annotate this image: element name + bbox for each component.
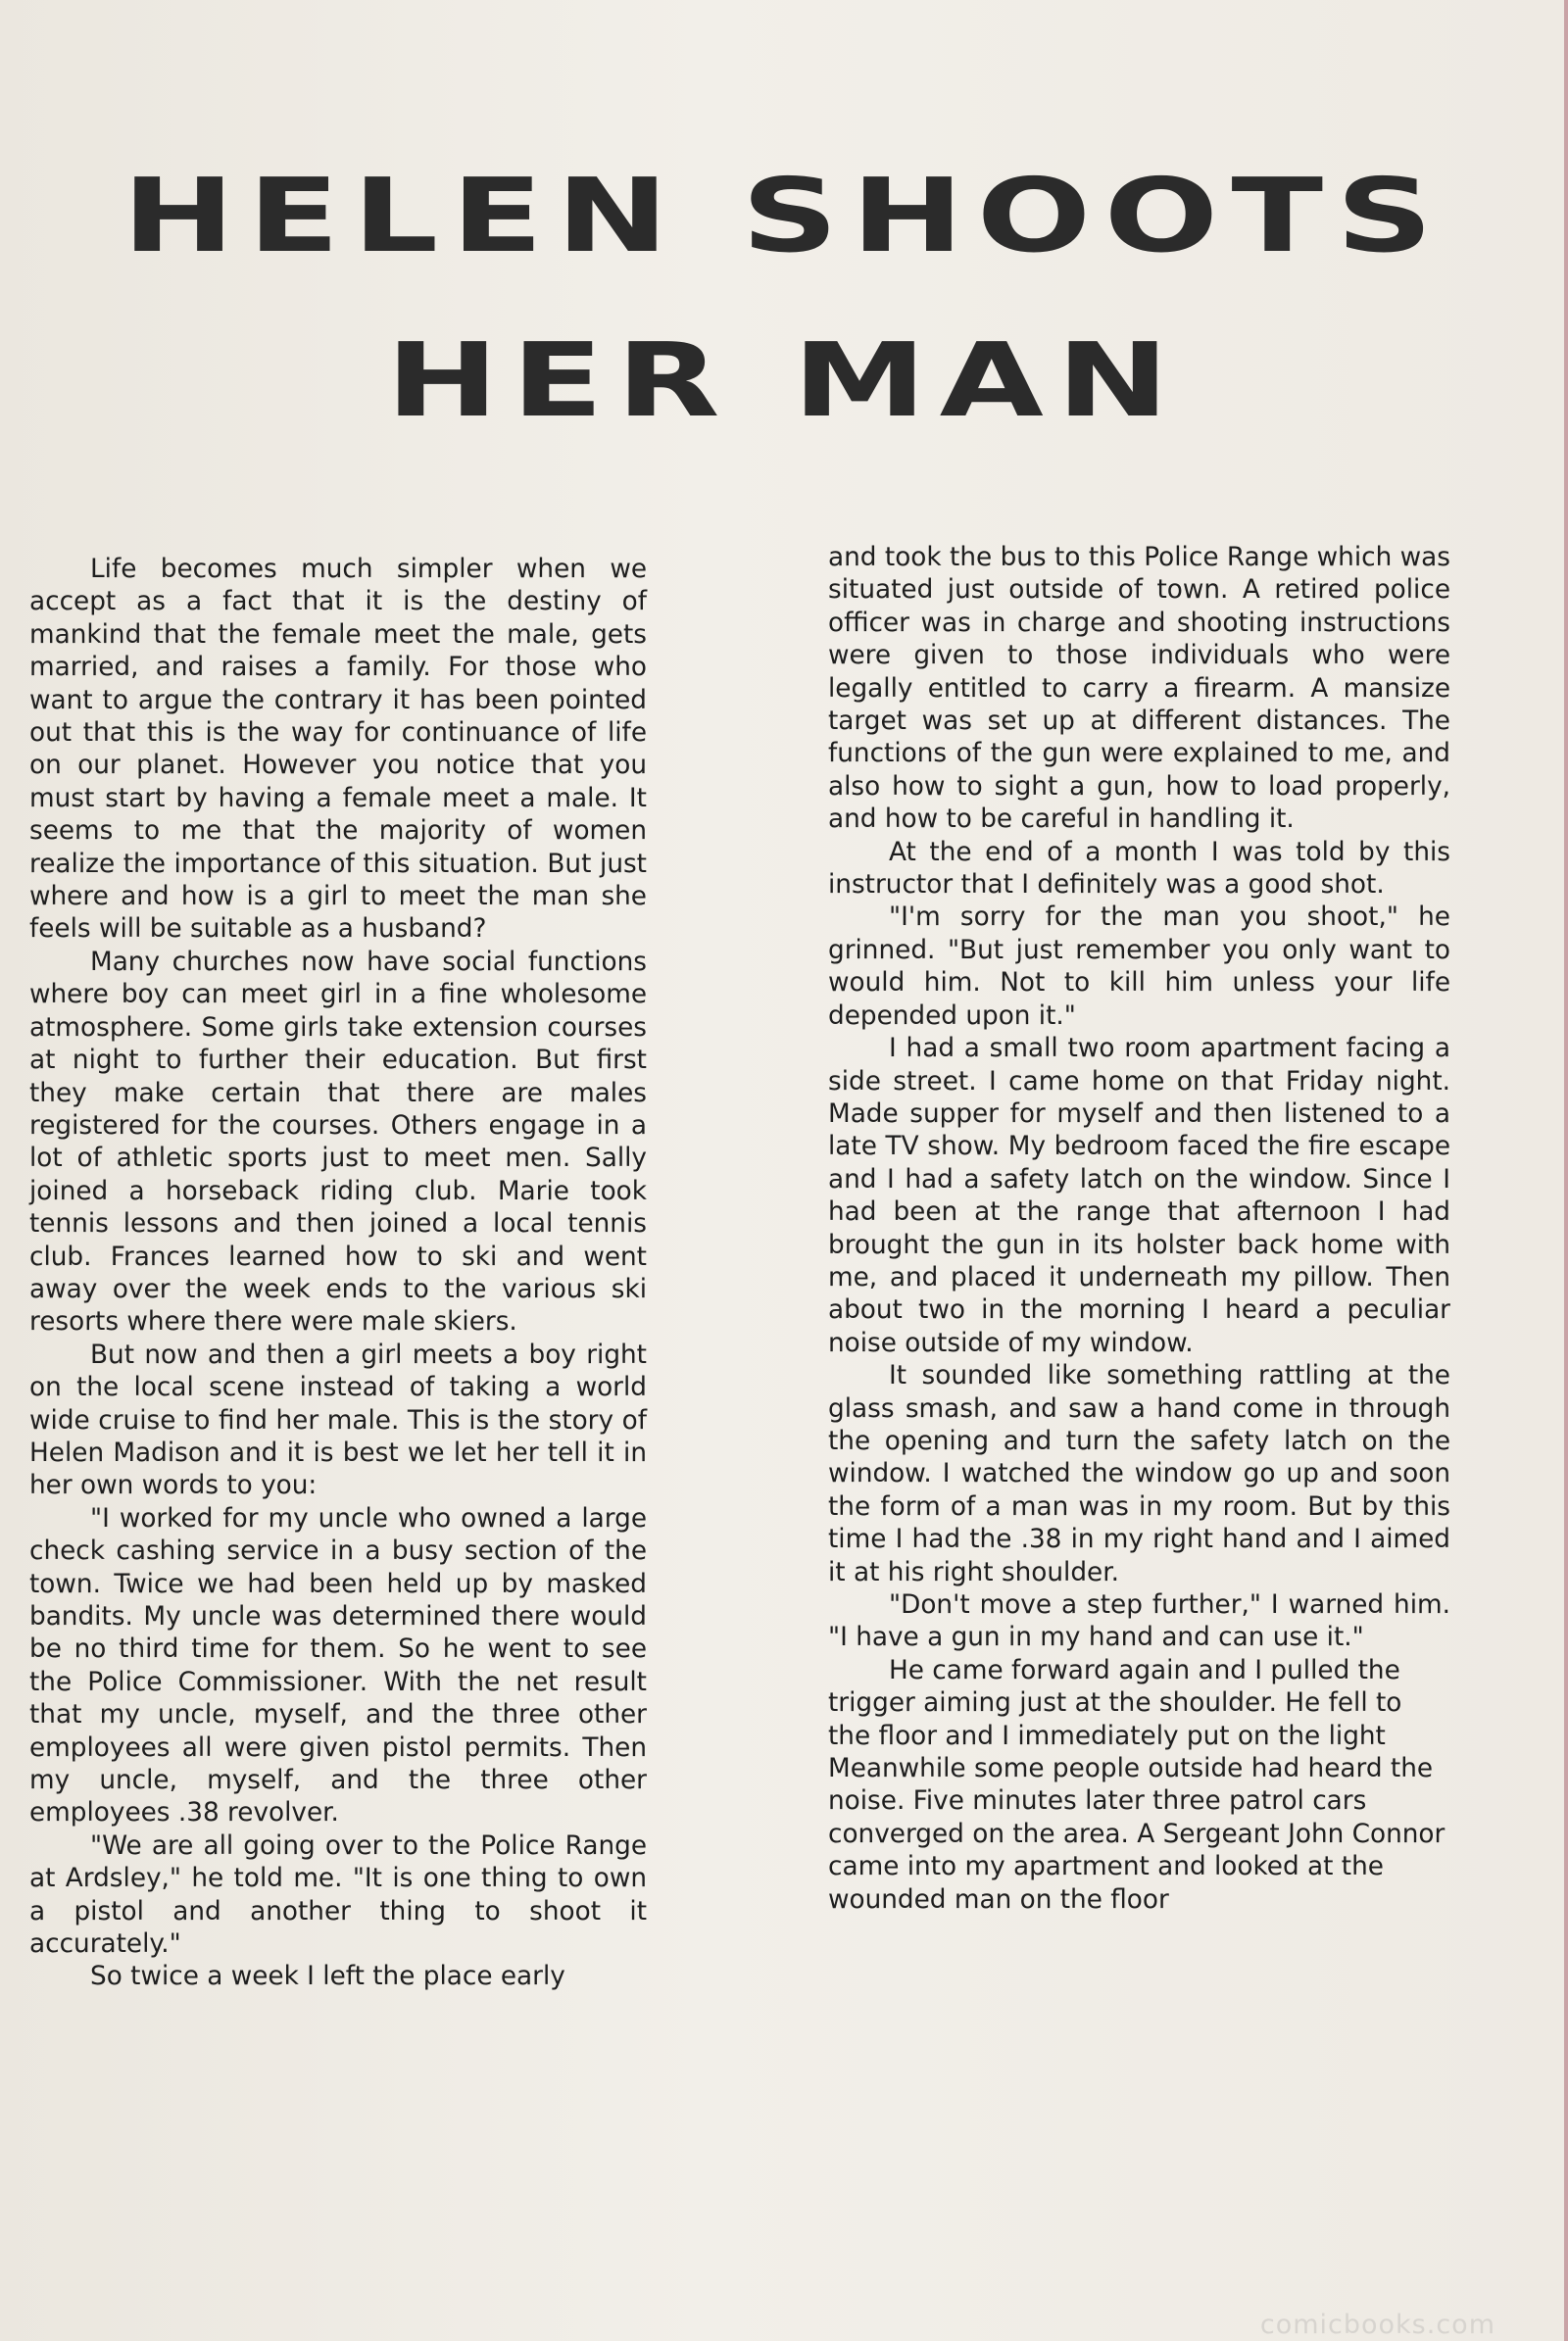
right-text-column [828,542,1450,1917]
paragraph: and took the bus to this Police Range which was situated just outside of town. A retired police officer was in charge and shooting instructions were given to those individuals who were legally entitled to carry a firearm. A mansize target was set up at different distances. The functions of the gun were explained to me, and also how to sight a gun, how to load properly, and how to be careful in handling it. [828,543,1450,835]
paragraph: "We are all going over to the Police Range at Ardsley," he told me. "It is one thing to own a pistol and another thing to shoot it accurately." [29,1830,647,1960]
paragraph: It sounded like something rattling at the glass smash, and saw a hand come in through the opening and turn the safety latch on the window. I watched the window go up and soon the form of a man was in my room. But by this time I had the .38 in my right hand and I aimed it at his right shoulder. [828,1361,1450,1587]
article-title-line-2: HER MAN [385,320,1183,440]
paragraph: Many churches now have social functions where boy can meet girl in a fine wholesome atmosphere. Some girls take extension courses at night to further their education. But first they make certain that there are males registered for the courses. Others engage in a lot of athletic sports just to meet men. Sally joined a horseback riding club. Marie took tennis lessons and then joined a local tennis club. Frances learned how to ski and went away over the week ends to the various ski resorts where there were male skiers. [29,947,647,1338]
paragraph: At the end of a month I was told by this instructor that I definitely was a good shot. [828,837,1450,901]
left-text-column [29,554,647,1994]
paragraph: Life becomes much simpler when we accept as a fact that it is the destiny of mankind that the female meet the male, gets married, and raises a family. For those who want to argue the contrary it has been pointed out that this is the way for continuance of life on our planet. However you notice that you must start by having a female meet a male. It seems to me that the majority of women realize the importance of this situation. But just where and how is a girl to meet the man she feels will be suitable as a husband? [29,555,647,945]
article-title-line-1: HELEN SHOOTS [122,156,1446,275]
paragraph: "Don't move a step further," I warned him. "I have a gun in my hand and can use it." [828,1590,1450,1653]
paragraph: I had a small two room apartment facing a side street. I came home on that Friday night. Made supper for myself and then listened to a late TV show. My bedroom faced the fire escape and I had a safety latch on the window. Since I had been at the range that afternoon I had brought the gun in its holster back home with me, and placed it underneath my pillow. Then about two in the morning I heard a peculiar noise outside of my window. [828,1034,1450,1358]
paragraph: "I'm sorry for the man you shoot," he grinned. "But just remember you only want to would him. Not to kill him unless your life depended upon it." [828,902,1450,1031]
paragraph: But now and then a girl meets a boy right on the local scene instead of taking a world wide cruise to find her male. This is the story of Helen Madison and it is best we let her tell it in her own words to you: [29,1340,647,1501]
paragraph: So twice a week I left the place early [90,1962,565,1992]
watermark-text: comicbooks.com [1259,2310,1495,2340]
paragraph: "I worked for my uncle who owned a large check cashing service in a busy section of the town. Twice we had been held up by masked bandits. My uncle was determined there would be no third time for them. So he went to see the Police Commissioner. With the net result that my uncle, myself, and the three other employees all were given pistol permits. Then my uncle, myself, and the three other employees .38 revolver. [29,1503,647,1829]
paragraph: He came forward again and I pulled the trigger aiming just at the shoulder. He fell to the floor and I immediately put on the light Meanwhile some people outside had heard the noise. Five minutes later three patrol cars converged on the area. A Sergeant John Connor came into my apartment and looked at the wounded man on the floor [828,1655,1446,1915]
